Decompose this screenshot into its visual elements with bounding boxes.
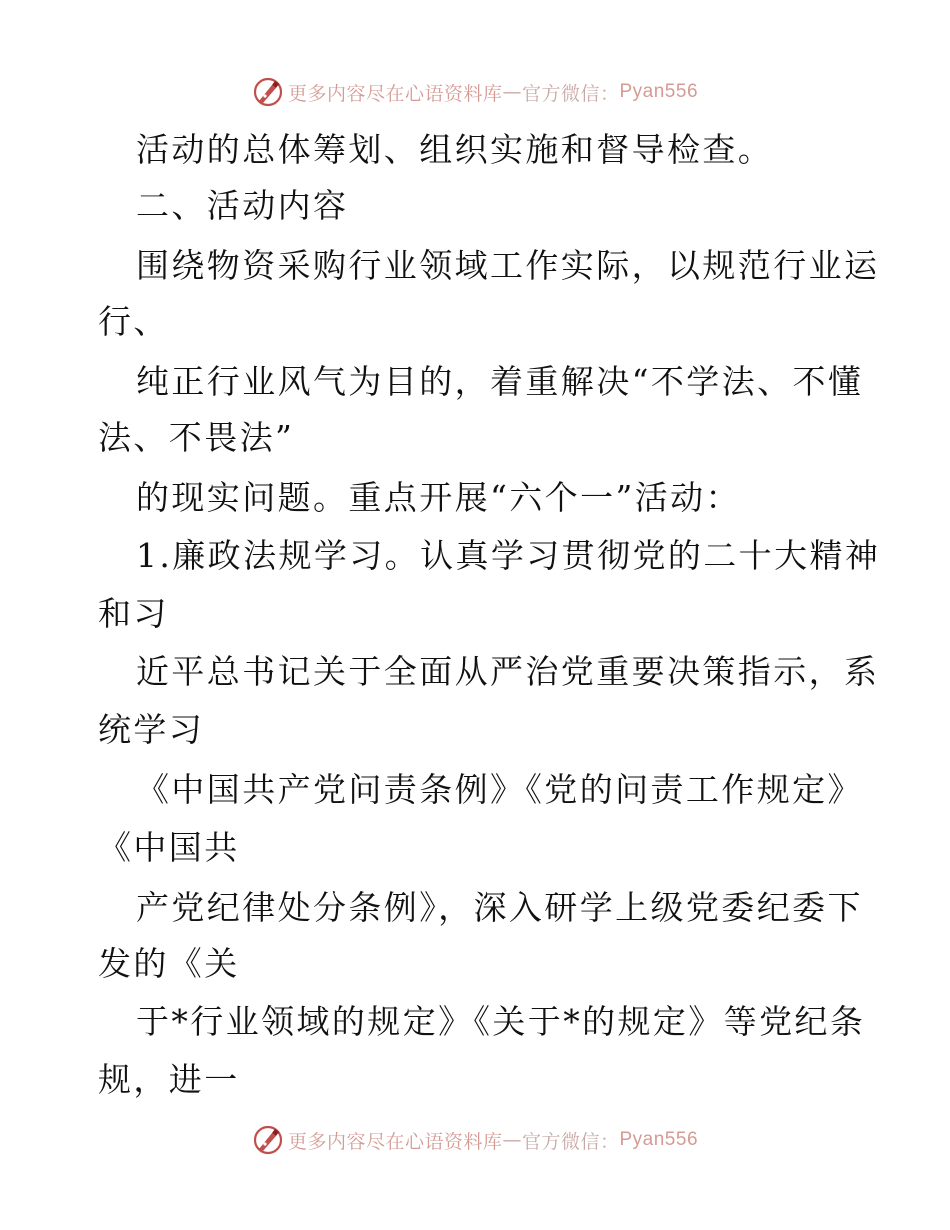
text-line: 行、 [98, 302, 169, 341]
footer-watermark [0, 1120, 950, 1160]
text-line: 1.廉政法规学习。认真学习贯彻党的二十大精神 [136, 536, 881, 575]
pen-nib-circle-icon [252, 1124, 284, 1156]
text-line: 围绕物资采购行业领域工作实际，以规范行业运 [136, 246, 880, 285]
watermark-separator: — [502, 81, 522, 103]
text-line: 于*行业领域的规定》《关于*的规定》等党纪条 [136, 1002, 866, 1041]
watermark-handle: Pyan556 [619, 81, 699, 102]
section-heading: 二、活动内容 [136, 186, 349, 225]
watermark-main-text: 更多内容尽在心语资料库 [287, 1130, 503, 1153]
text-line: 统学习 [98, 710, 205, 749]
watermark-sub-text: 官方微信： [521, 82, 620, 105]
watermark-separator: — [502, 1129, 522, 1151]
watermark-main-text: 更多内容尽在心语资料库 [287, 82, 503, 105]
text-line: 法、不畏法” [98, 418, 295, 457]
text-line: 纯正行业风气为目的，着重解决“不学法、不懂 [136, 362, 864, 401]
text-line: 和习 [98, 594, 169, 633]
text-line: 产党纪律处分条例》，深入研学上级党委纪委下 [136, 888, 863, 927]
watermark-sub-text: 官方微信： [521, 1130, 620, 1153]
text-line: 的现实问题。重点开展“六个一”活动： [136, 478, 741, 517]
text-line: 活动的总体筹划、组织实施和督导检查。 [136, 130, 774, 169]
text-line: 发的《关 [98, 944, 240, 983]
text-line: 《中国共产党问责条例》《党的问责工作规定》 [136, 770, 863, 809]
text-line: 规，进一 [98, 1060, 240, 1099]
text-line: 近平总书记关于全面从严治党重要决策指示，系 [136, 652, 880, 691]
watermark-handle: Pyan556 [619, 1129, 699, 1150]
text-line: 《中国共 [98, 828, 240, 867]
